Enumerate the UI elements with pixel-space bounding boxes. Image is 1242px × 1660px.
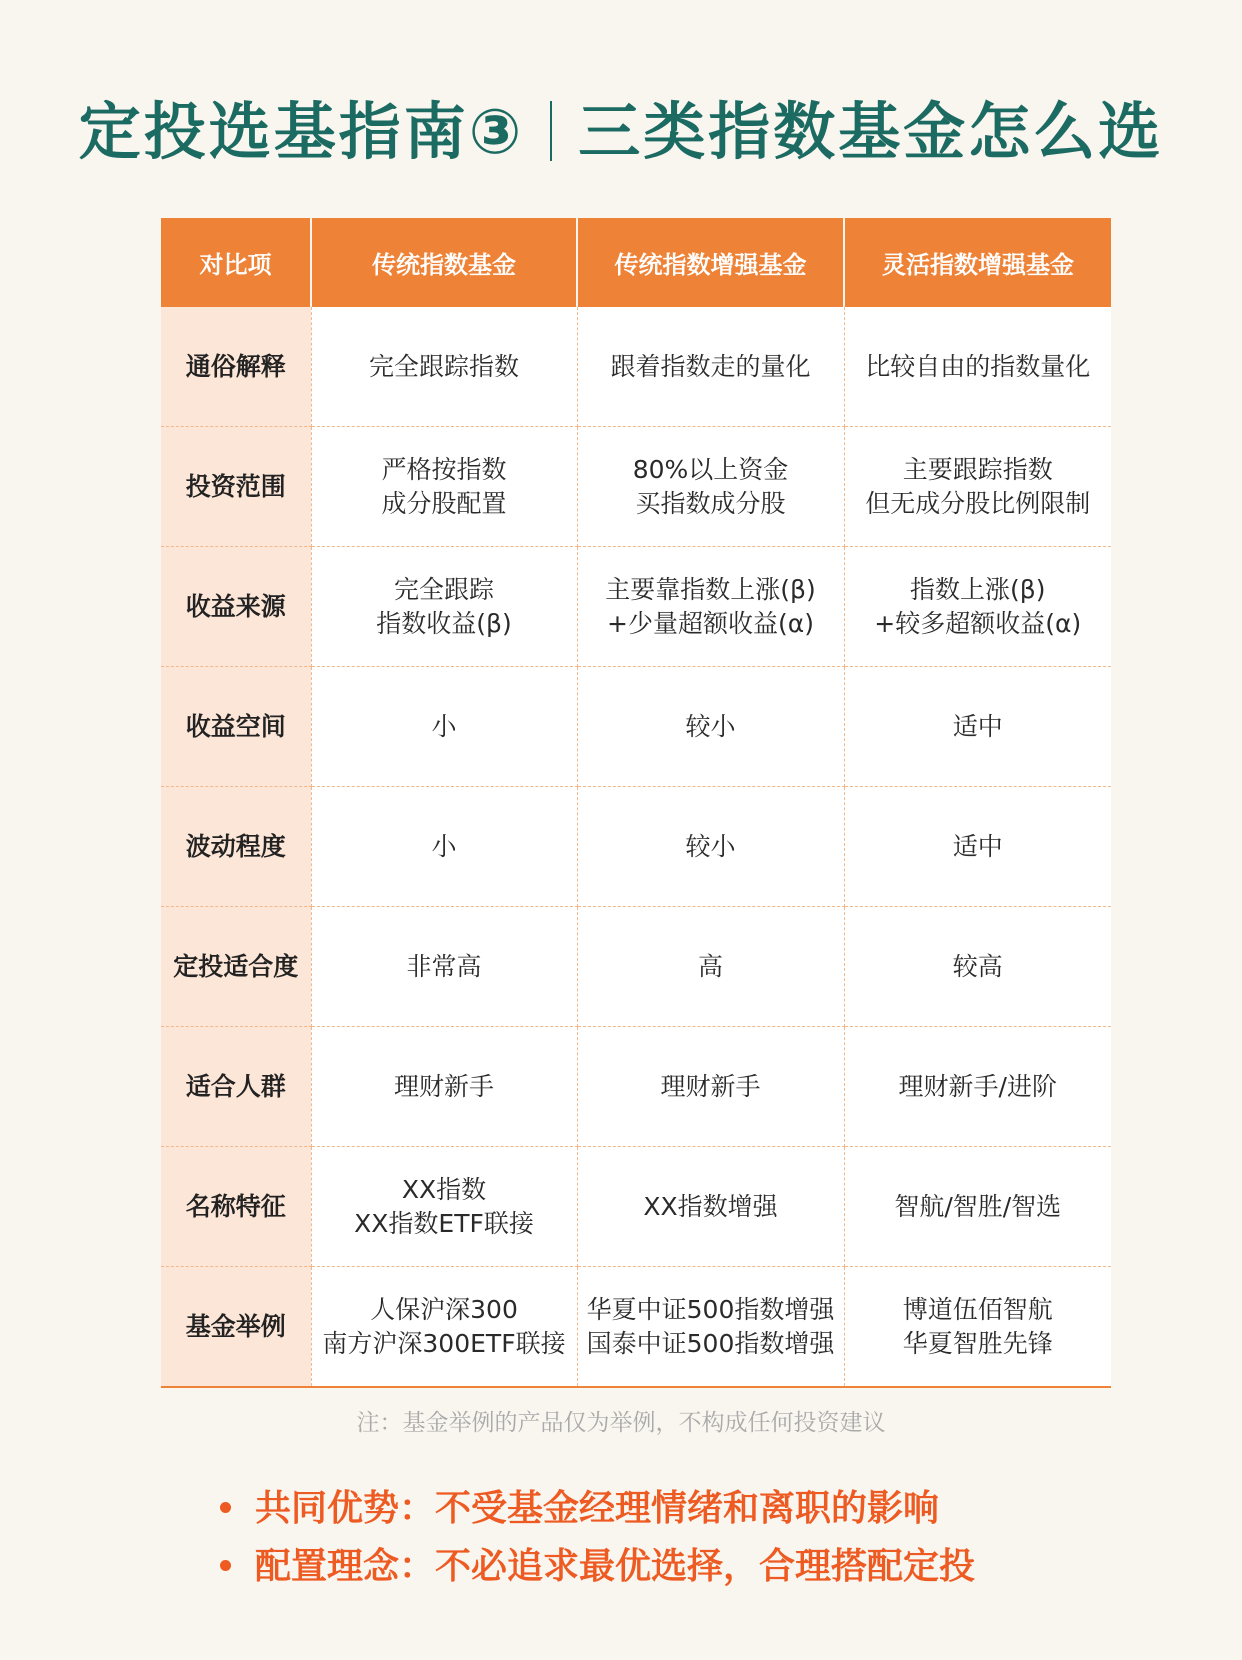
- title-right: 三类指数基金怎么选: [578, 95, 1164, 168]
- table-cell: 较高: [844, 907, 1111, 1027]
- bullet-dot-icon: [220, 1502, 231, 1513]
- table-cell: 小: [311, 787, 577, 907]
- table-cell: XX指数增强: [577, 1147, 844, 1267]
- table-cell: 理财新手/进阶: [844, 1027, 1111, 1147]
- row-label: 收益空间: [161, 667, 311, 787]
- row-label: 基金举例: [161, 1267, 311, 1388]
- table-cell: 理财新手: [311, 1027, 577, 1147]
- table-cell: 跟着指数走的量化: [577, 307, 844, 427]
- table-cell: 主要靠指数上涨(β) +少量超额收益(α): [577, 547, 844, 667]
- table-row: [161, 1147, 1111, 1267]
- bullet-dot-icon: [220, 1560, 231, 1571]
- table-cell: XX指数 XX指数ETF联接: [311, 1147, 577, 1267]
- table-cell: 理财新手: [577, 1027, 844, 1147]
- page-title: [0, 82, 1242, 171]
- table-cell: 人保沪深300 南方沪深300ETF联接: [311, 1267, 577, 1388]
- table-row: [161, 427, 1111, 547]
- table-cell: 完全跟踪指数: [311, 307, 577, 427]
- table-row: [161, 907, 1111, 1027]
- table-header-cell: 传统指数基金: [311, 218, 577, 307]
- table-cell: 指数上涨(β) +较多超额收益(α): [844, 547, 1111, 667]
- row-label: 通俗解释: [161, 307, 311, 427]
- table-cell: 较小: [577, 787, 844, 907]
- table-row: [161, 307, 1111, 427]
- row-label: 定投适合度: [161, 907, 311, 1027]
- table-row: [161, 667, 1111, 787]
- bullet-item: [220, 1480, 975, 1538]
- table-cell: 完全跟踪 指数收益(β): [311, 547, 577, 667]
- table-cell: 华夏中证500指数增强 国泰中证500指数增强: [577, 1267, 844, 1388]
- title-left: 定投选基指南③: [78, 95, 525, 168]
- table-cell: 适中: [844, 667, 1111, 787]
- table-row: [161, 1267, 1111, 1388]
- table-row: [161, 547, 1111, 667]
- key-points: [220, 1480, 975, 1596]
- title-separator: [550, 101, 552, 161]
- table-cell: 主要跟踪指数 但无成分股比例限制: [844, 427, 1111, 547]
- row-label: 名称特征: [161, 1147, 311, 1267]
- table-cell: 高: [577, 907, 844, 1027]
- table-cell: 严格按指数 成分股配置: [311, 427, 577, 547]
- row-label: 波动程度: [161, 787, 311, 907]
- row-label: 适合人群: [161, 1027, 311, 1147]
- table-header-cell: 传统指数增强基金: [577, 218, 844, 307]
- table-cell: 适中: [844, 787, 1111, 907]
- comparison-table: [161, 218, 1111, 1388]
- table-header-cell: 对比项: [161, 218, 311, 307]
- table-cell: 智航/智胜/智选: [844, 1147, 1111, 1267]
- table-header-row: [161, 218, 1111, 307]
- row-label: 收益来源: [161, 547, 311, 667]
- table-cell: 非常高: [311, 907, 577, 1027]
- table-cell: 比较自由的指数量化: [844, 307, 1111, 427]
- table-cell: 小: [311, 667, 577, 787]
- table-cell: 较小: [577, 667, 844, 787]
- bullet-text: 配置理念：不必追求最优选择，合理搭配定投: [255, 1546, 976, 1587]
- bullet-text: 共同优势：不受基金经理情绪和离职的影响: [255, 1488, 940, 1529]
- row-label: 投资范围: [161, 427, 311, 547]
- table-header-cell: 灵活指数增强基金: [844, 218, 1111, 307]
- table-cell: 80%以上资金 买指数成分股: [577, 427, 844, 547]
- table-row: [161, 787, 1111, 907]
- disclaimer-note: 注：基金举例的产品仅为举例，不构成任何投资建议: [356, 1410, 886, 1436]
- bullet-item: [220, 1538, 975, 1596]
- table-row: [161, 1027, 1111, 1147]
- table-cell: 博道伍佰智航 华夏智胜先锋: [844, 1267, 1111, 1388]
